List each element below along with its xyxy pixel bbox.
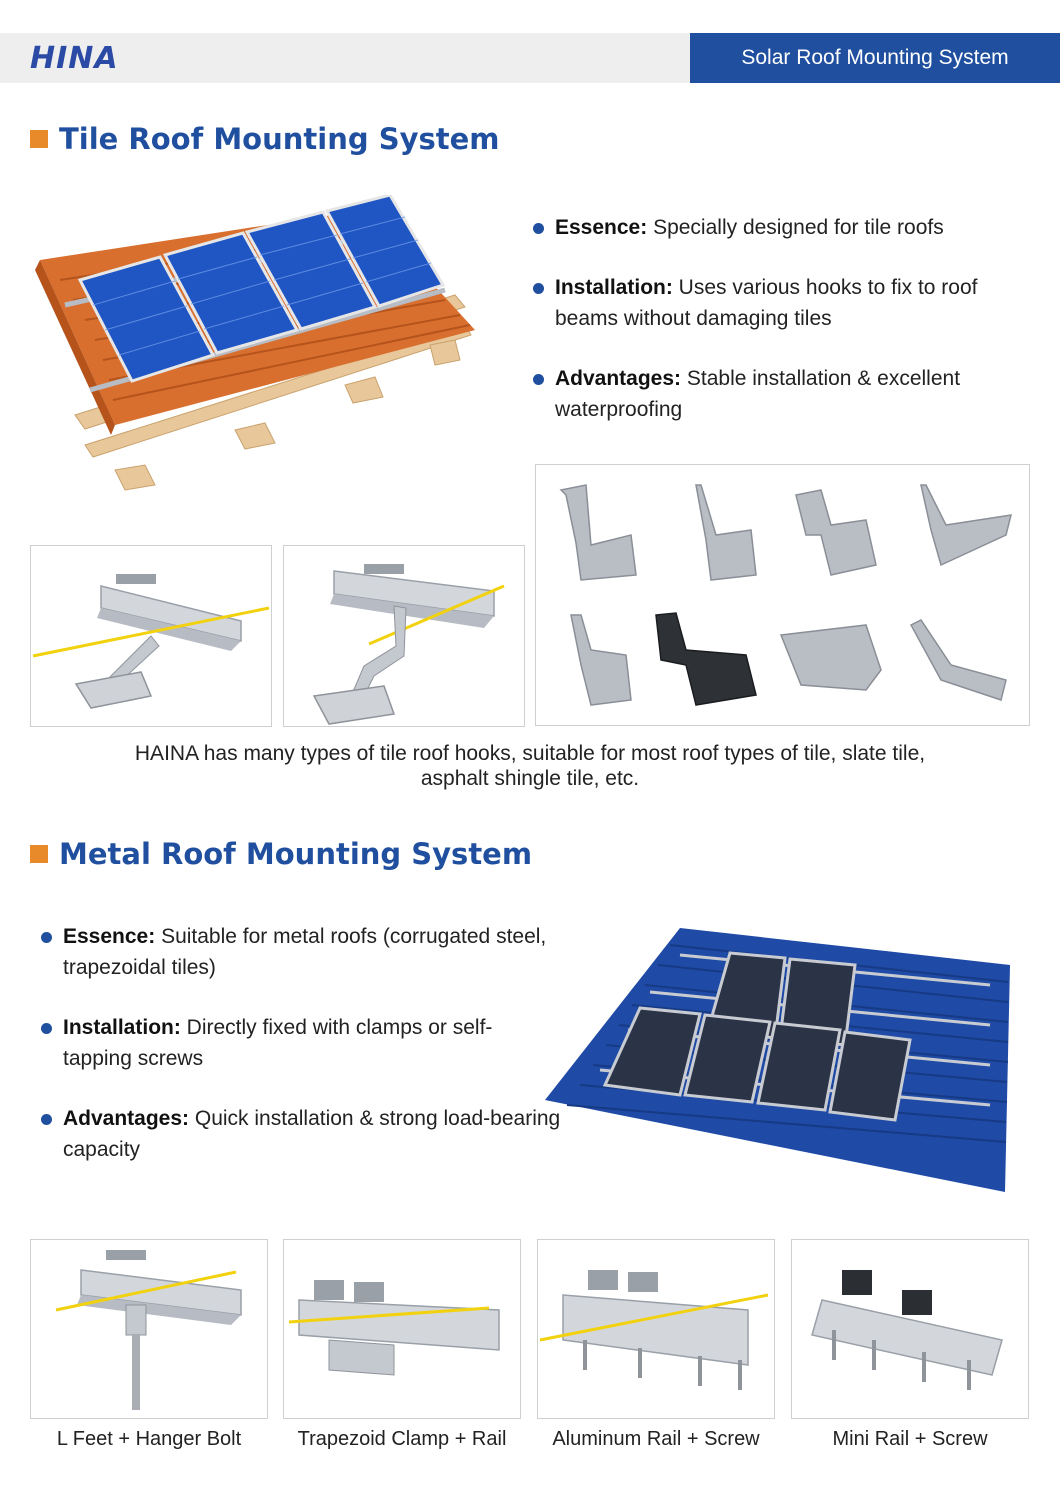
product-label-aluminum-rail: Aluminum Rail + Screw (552, 1428, 760, 1450)
tile-section-title: Tile Roof Mounting System (30, 122, 500, 156)
orange-square-icon (30, 130, 48, 148)
product-label-l-feet: L Feet + Hanger Bolt (56, 1428, 242, 1450)
tile-hooks-collection-image (535, 464, 1030, 726)
metal-bullet-list (41, 921, 561, 1194)
product-image-trapezoid-clamp (283, 1239, 521, 1419)
tile-bullet-list (533, 212, 1033, 454)
bullet-dot-icon (41, 1023, 52, 1034)
tile-bullet-essence: Essence: Specially designed for tile roofs (533, 212, 1033, 243)
haina-logo: HINA (30, 41, 119, 76)
page-header (0, 33, 1060, 83)
metal-bullet-installation: Installation: Directly fixed with clamps or self-tapping screws (41, 1012, 561, 1074)
header-tag: Solar Roof Mounting System (690, 33, 1060, 83)
product-label-trapezoid-clamp: Trapezoid Clamp + Rail (297, 1428, 507, 1450)
tile-rail-hook-image-2 (283, 545, 525, 727)
tile-rail-hook-image-1 (30, 545, 272, 727)
product-image-mini-rail (791, 1239, 1029, 1419)
metal-bullet-advantages: Advantages: Quick installation & strong load-bearing capacity (41, 1103, 561, 1165)
tile-bullet-installation: Installation: Uses various hooks to fix to roof beams without damaging tiles (533, 272, 1033, 334)
orange-square-icon (30, 845, 48, 863)
bullet-dot-icon (533, 283, 544, 294)
tile-bullet-advantages: Advantages: Stable installation & excellent waterproofing (533, 363, 1033, 425)
product-label-mini-rail: Mini Rail + Screw (832, 1428, 988, 1450)
bullet-dot-icon (533, 374, 544, 385)
bullet-dot-icon (41, 932, 52, 943)
bullet-dot-icon (533, 223, 544, 234)
tile-hooks-caption-line-1: HAINA has many types of tile roof hooks, suitable for most roof types of tile, slate tile, (134, 742, 926, 765)
metal-roof-image (540, 920, 1015, 1195)
tile-roof-image (35, 195, 485, 495)
product-image-l-feet (30, 1239, 268, 1419)
bullet-dot-icon (41, 1114, 52, 1125)
product-image-aluminum-rail (537, 1239, 775, 1419)
tile-hooks-caption-line-2: asphalt shingle tile, etc. (420, 767, 640, 790)
metal-bullet-essence: Essence: Suitable for metal roofs (corrugated steel, trapezoidal tiles) (41, 921, 561, 983)
metal-section-title: Metal Roof Mounting System (30, 837, 532, 871)
